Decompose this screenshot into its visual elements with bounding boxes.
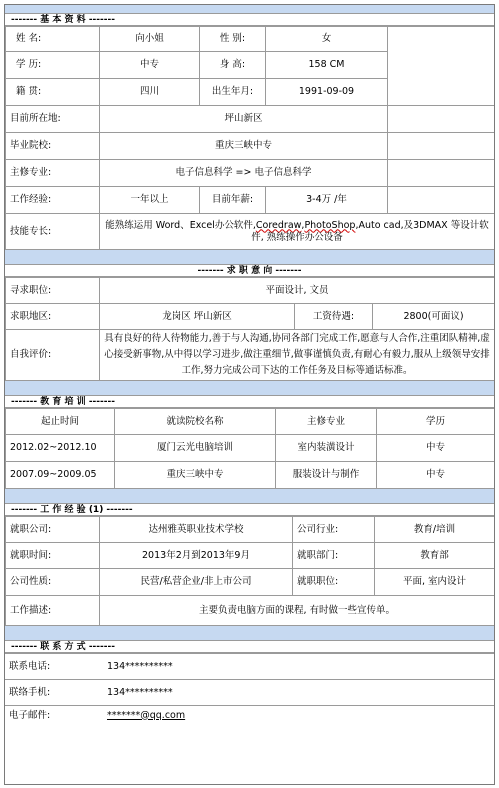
title-label: 就职职位: — [293, 569, 375, 596]
photo-cell — [388, 27, 495, 106]
training-degree: 中专 — [377, 462, 495, 489]
industry-label: 公司行业: — [293, 517, 375, 543]
hometown-value: 四川 — [100, 79, 200, 106]
gender-label: 性 别: — [200, 27, 266, 52]
name-label: 姓 名: — [6, 27, 100, 52]
name-value: 向小姐 — [100, 27, 200, 52]
time-value: 2013年2月到2013年9月 — [100, 543, 293, 569]
time-label: 就职时间: — [6, 543, 100, 569]
section-band — [5, 250, 494, 264]
area-value: 龙岗区 坪山新区 — [100, 304, 295, 330]
training-col-period: 起止时间 — [6, 409, 115, 435]
work-header: ------- 工 作 经 验 (1) ------- — [5, 503, 494, 516]
desc-label: 工作描述: — [6, 596, 100, 626]
contact-table — [5, 653, 494, 726]
company-value: 达州雅英职业技术学校 — [100, 517, 293, 543]
work-table — [5, 516, 495, 626]
email-label: 电子邮件: — [5, 706, 103, 726]
mobile-label: 联络手机: — [5, 680, 103, 706]
contact-header: ------- 联 系 方 式 ------- — [5, 640, 494, 653]
gender-value: 女 — [266, 27, 388, 52]
section-band — [5, 489, 494, 503]
training-header: ------- 教 育 培 训 ------- — [5, 395, 494, 408]
treatment-label: 工资待遇: — [295, 304, 373, 330]
section-band — [5, 381, 494, 395]
resume-sheet — [4, 4, 495, 785]
major-label: 主修专业: — [6, 160, 100, 187]
skills-label: 技能专长: — [6, 214, 100, 250]
title-value: 平面, 室内设计 — [375, 569, 495, 596]
salary-label: 目前年薪: — [200, 187, 266, 214]
email-value — [103, 706, 494, 726]
training-period: 2012.02~2012.10 — [6, 435, 115, 462]
area-label: 求职地区: — [6, 304, 100, 330]
basic-info-table — [5, 26, 495, 250]
major-value: 电子信息科学 => 电子信息科学 — [100, 160, 388, 187]
training-degree: 中专 — [377, 435, 495, 462]
table-row — [6, 462, 495, 489]
experience-value: 一年以上 — [100, 187, 200, 214]
birth-value: 1991-09-09 — [266, 79, 388, 106]
training-table — [5, 408, 495, 489]
location-value: 坪山新区 — [100, 106, 388, 133]
company-label: 就职公司: — [6, 517, 100, 543]
hometown-label: 籍 贯: — [6, 79, 100, 106]
education-value: 中专 — [100, 52, 200, 79]
self-eval-value: 具有良好的待人待物能力,善于与人沟通,协同各部门完成工作,愿意与人合作,注重团队精神,虚心接受新事物,从中得以学习进步,做注重细节,做事谨慎负责,有耐心有毅力,服从上级领导安排工作,努力完成公司下达的工作任务及目标等通话标准。 — [100, 330, 495, 381]
mobile-value: 134********** — [103, 680, 494, 706]
self-eval-label: 自我评价: — [6, 330, 100, 381]
job-intention-header: ------- 求 职 意 向 ------- — [5, 264, 494, 277]
table-row — [6, 435, 495, 462]
training-header-row — [6, 409, 495, 435]
treatment-value: 2800(可面议) — [373, 304, 495, 330]
training-col-major: 主修专业 — [276, 409, 377, 435]
training-col-school: 就读院校名称 — [115, 409, 276, 435]
desc-value: 主要负责电脑方面的课程, 有时做一些宣传单。 — [100, 596, 495, 626]
dept-value: 教育部 — [375, 543, 495, 569]
training-major: 室内装潢设计 — [276, 435, 377, 462]
position-label: 寻求职位: — [6, 278, 100, 304]
training-period: 2007.09~2009.05 — [6, 462, 115, 489]
basic-info-header: ------- 基 本 资 料 ------- — [5, 13, 494, 26]
location-label: 目前所在地: — [6, 106, 100, 133]
training-school: 重庆三峡中专 — [115, 462, 276, 489]
education-label: 学 历: — [6, 52, 100, 79]
training-major: 服装设计与制作 — [276, 462, 377, 489]
school-value: 重庆三峡中专 — [100, 133, 388, 160]
email-link[interactable]: *******@qq.com — [107, 709, 186, 721]
section-band — [5, 626, 494, 640]
phone-label: 联系电话: — [5, 654, 103, 680]
skills-value: 能熟练运用 Word、Excel办公软件,Coredraw,PhotoShop,Auto cad,及3DMAX 等设计软件, 熟练操作办公设备 — [100, 214, 495, 250]
height-label: 身 高: — [200, 52, 266, 79]
experience-label: 工作经验: — [6, 187, 100, 214]
position-value: 平面设计, 文员 — [100, 278, 495, 304]
industry-value: 教育/培训 — [375, 517, 495, 543]
training-school: 厦门云光电脑培训 — [115, 435, 276, 462]
phone-value: 134********** — [103, 654, 494, 680]
birth-label: 出生年月: — [200, 79, 266, 106]
school-label: 毕业院校: — [6, 133, 100, 160]
nature-label: 公司性质: — [6, 569, 100, 596]
salary-value: 3-4万 /年 — [266, 187, 388, 214]
job-intention-table — [5, 277, 495, 381]
height-value: 158 CM — [266, 52, 388, 79]
training-col-degree: 学历 — [377, 409, 495, 435]
nature-value: 民营/私营企业/非上市公司 — [100, 569, 293, 596]
section-band — [5, 5, 494, 13]
dept-label: 就职部门: — [293, 543, 375, 569]
